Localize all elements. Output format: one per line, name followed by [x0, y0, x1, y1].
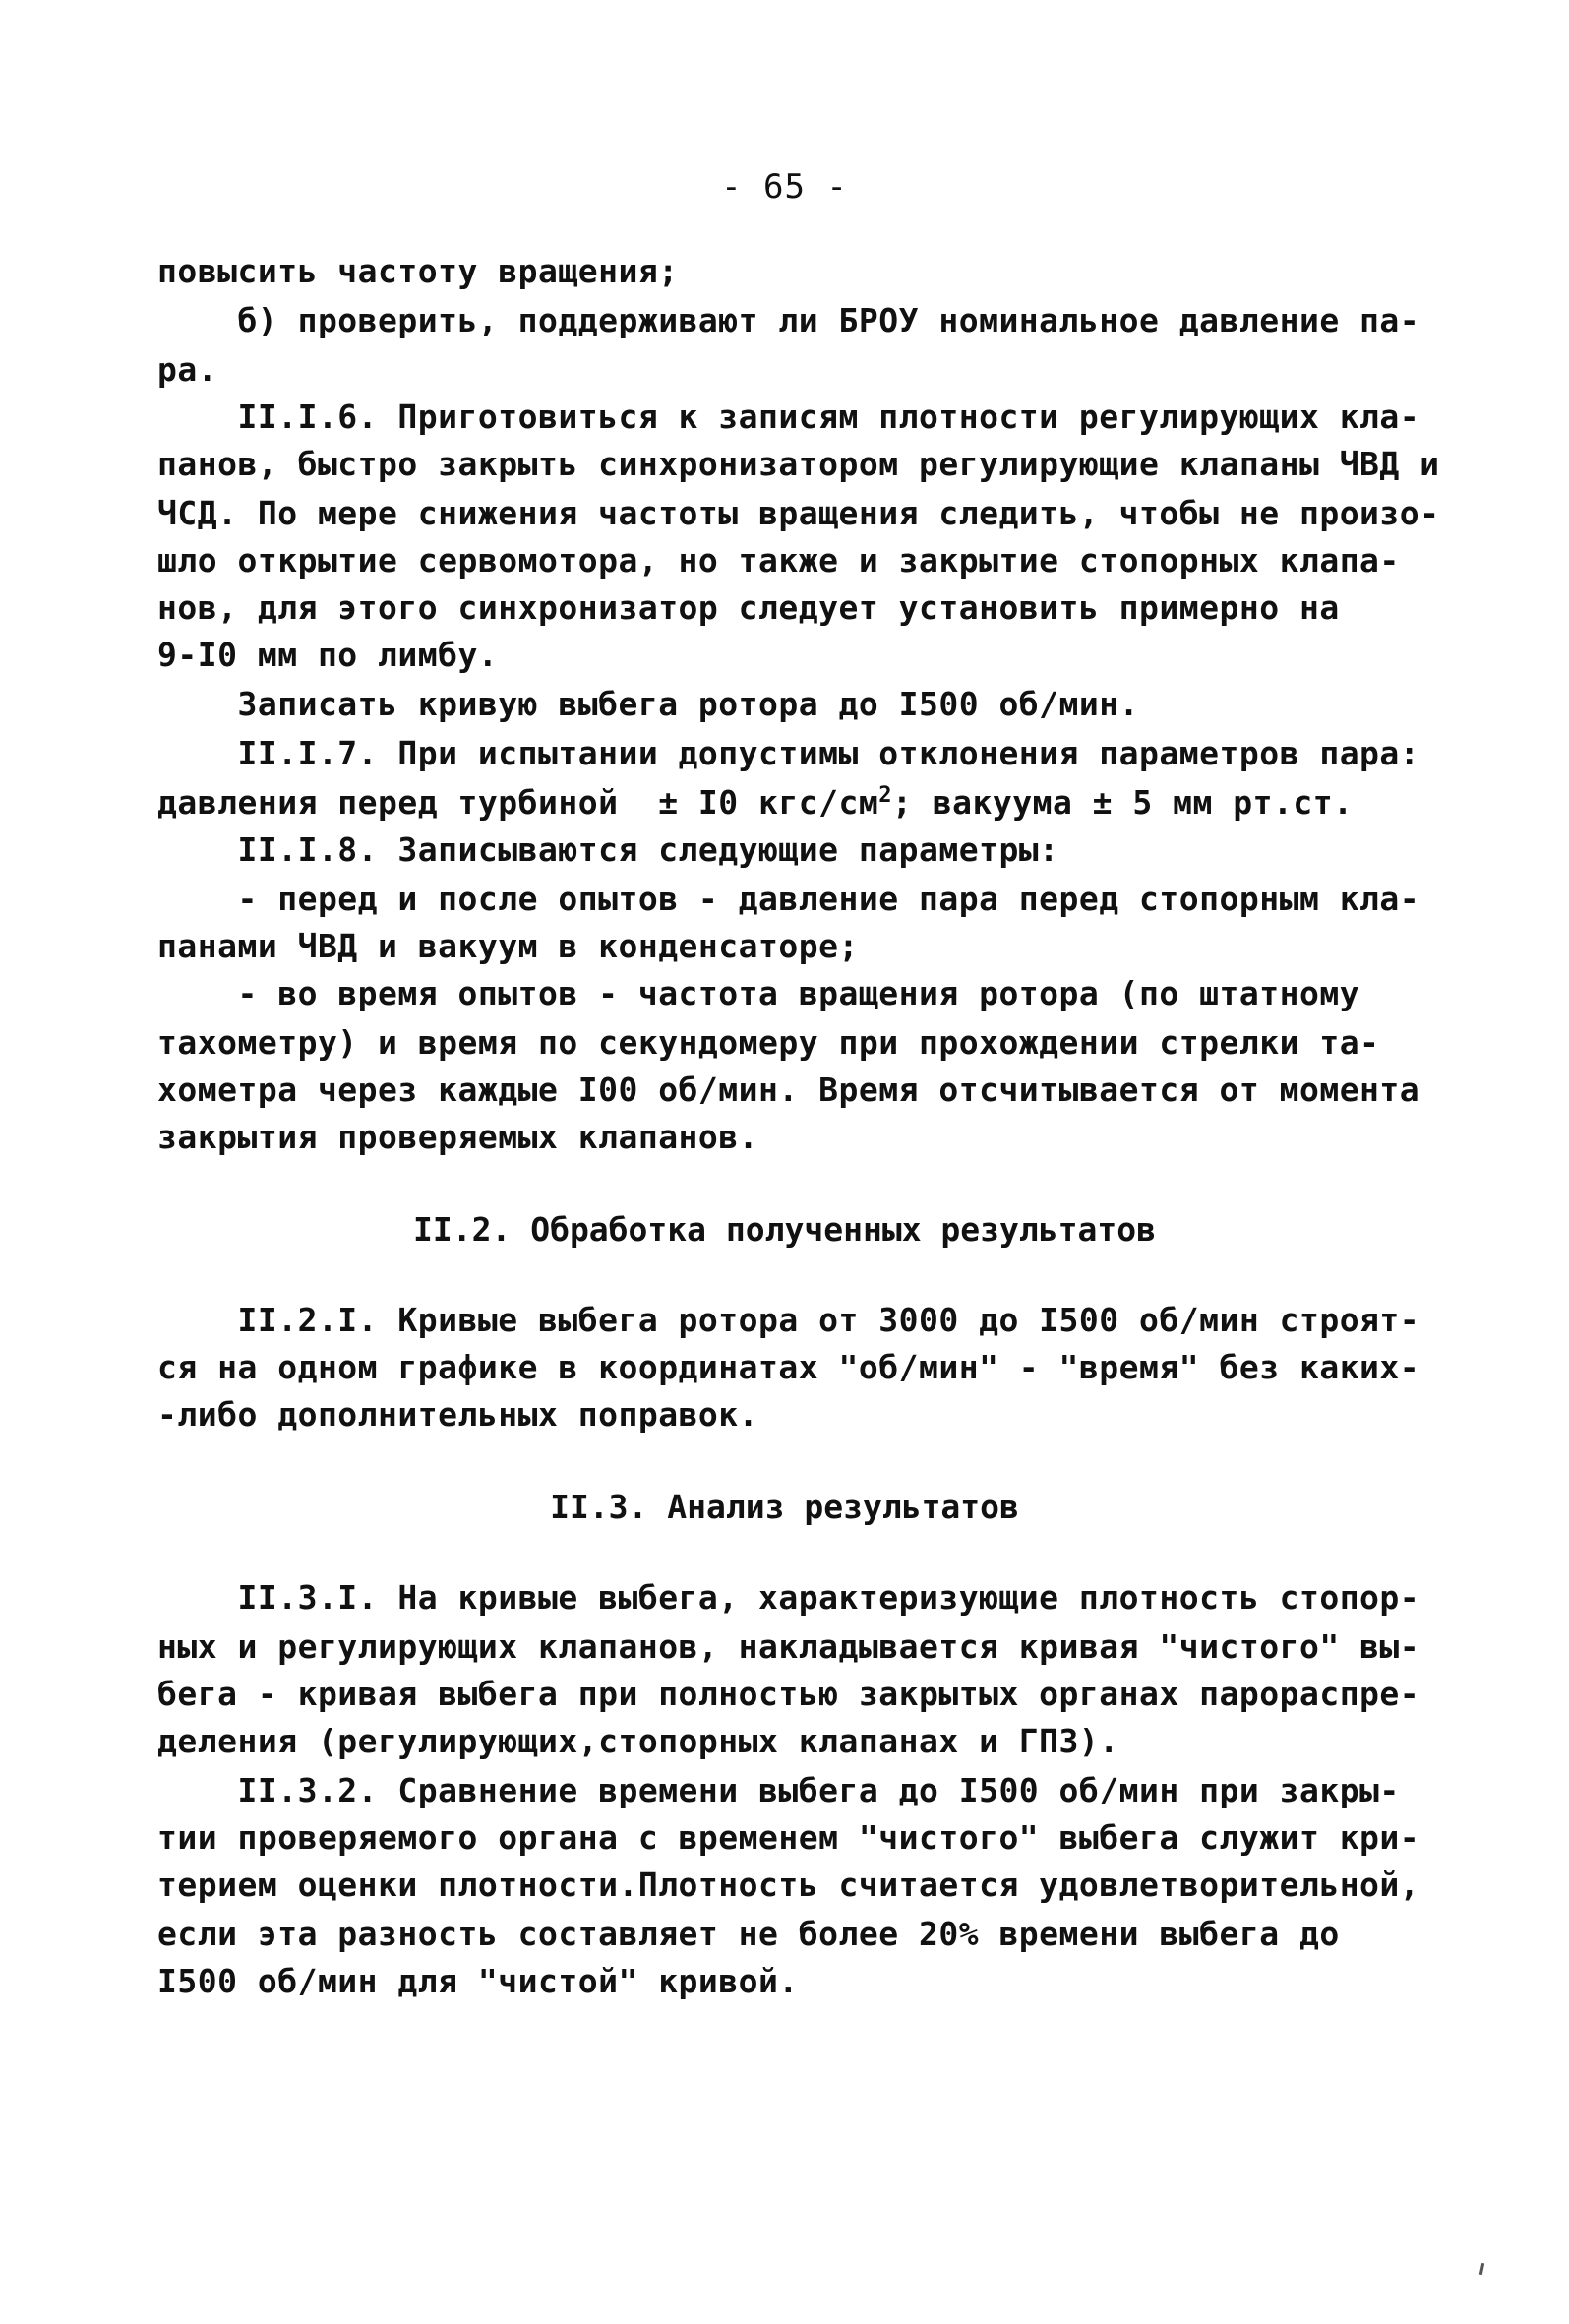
text-line: если эта разность составляет не более 20% времени выбега до	[157, 1915, 1340, 1953]
text-line: тии проверяемого органа с временем "чистого" выбега служит кри-	[157, 1818, 1420, 1857]
page-number: - 65 -	[721, 167, 848, 207]
text-line: I500 об/мин для "чистой" кривой.	[157, 1962, 799, 2000]
text-line: закрытия проверяемых клапанов.	[157, 1118, 759, 1156]
text-line-pressure	[157, 779, 1353, 826]
text-line: II.I.8. Записываются следующие параметры:	[157, 830, 1059, 869]
text-line: б) проверить, поддерживают ли БРОУ номинальное давление па-	[157, 301, 1420, 339]
text-line: тахометру) и время по секундомеру при прохождении стрелки та-	[157, 1023, 1380, 1062]
text-line: повысить частоту вращения;	[157, 252, 679, 290]
text-line: II.3.I. На кривые выбега, характеризующие плотность стопор-	[157, 1578, 1420, 1617]
text-line: хометра через каждые I00 об/мин. Время отсчитывается от момента	[157, 1070, 1420, 1109]
text-line: II.2.I. Кривые выбега ротора от 3000 до I500 об/мин строят-	[157, 1301, 1420, 1339]
text-line: ЧСД. По мере снижения частоты вращения следить, чтобы не произо-	[157, 494, 1440, 532]
section-heading: II.2. Обработка полученных результатов	[413, 1210, 1156, 1249]
text-line: терием оценки плотности.Плотность считается удовлетворительной,	[157, 1865, 1420, 1904]
text-line: II.3.2. Сравнение времени выбега до I500 об/мин при закры-	[157, 1771, 1400, 1809]
text-line: - перед и после опытов - давление пара перед стопорным кла-	[157, 880, 1420, 918]
section-heading: II.3. Анализ результатов	[550, 1488, 1019, 1526]
pressure-superscript: 2	[878, 783, 892, 808]
scan-speck	[1479, 2263, 1484, 2275]
text-line: 9-I0 мм по лимбу.	[157, 636, 499, 674]
text-line: ся на одном графике в координатах "об/мин" - "время" без каких-	[157, 1348, 1420, 1386]
text-line: панов, быстро закрыть синхронизатором регулирующие клапаны ЧВД и	[157, 445, 1440, 483]
text-line: шло открытие сервомотора, но также и закрытие стопорных клапа-	[157, 541, 1400, 580]
text-line: - во время опытов - частота вращения ротора (по штатному	[157, 974, 1360, 1012]
text-line: II.I.7. При испытании допустимы отклонения параметров пара:	[157, 734, 1420, 772]
text-line: ра.	[157, 350, 218, 389]
pressure-prefix: давления перед турбиной ± I0 кгс/см	[157, 783, 879, 822]
text-line: II.I.6. Приготовиться к записям плотности регулирующих кла-	[157, 398, 1420, 436]
text-line: -либо дополнительных поправок.	[157, 1395, 759, 1434]
pressure-suffix: ; вакуума ± 5 мм рт.ст.	[892, 783, 1354, 822]
text-line: панами ЧВД и вакуум в конденсаторе;	[157, 927, 859, 965]
text-line: нов, для этого синхронизатор следует установить примерно на	[157, 588, 1340, 627]
text-line: деления (регулирующих,стопорных клапанах и ГПЗ).	[157, 1722, 1119, 1760]
text-line: бега - кривая выбега при полностью закрытых органах парораспре-	[157, 1675, 1420, 1713]
text-line: ных и регулирующих клапанов, накладывается кривая "чистого" вы-	[157, 1627, 1420, 1666]
text-line: Записать кривую выбега ротора до I500 об/мин.	[157, 685, 1140, 723]
